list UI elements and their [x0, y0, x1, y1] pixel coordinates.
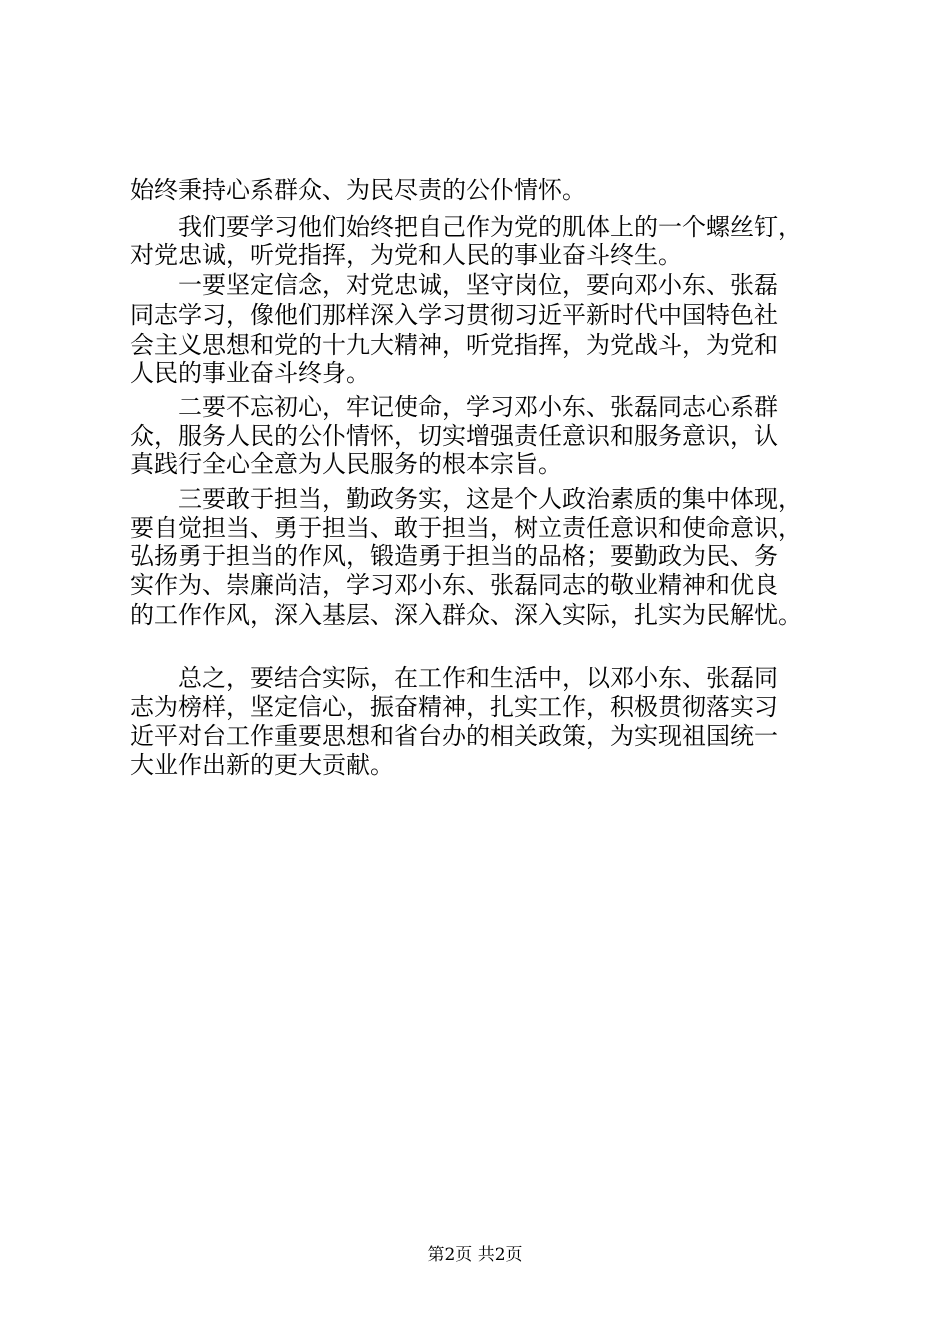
paragraph-line: 三要敢于担当，勤政务实，这是个人政治素质的集中体现，	[130, 485, 802, 513]
paragraph-line: 的工作作风，深入基层、深入群众、深入实际，扎实为民解忧。	[130, 601, 802, 629]
paragraph-line: 近平对台工作重要思想和省台办的相关政策，为实现祖国统一	[130, 722, 778, 750]
paragraph-line: 对党忠诚，听党指挥，为党和人民的事业奋斗终生。	[130, 241, 682, 269]
paragraph-line: 众，服务人民的公仆情怀，切实增强责任意识和服务意识，认	[130, 422, 778, 450]
paragraph-line: 要自觉担当、勇于担当、敢于担当，树立责任意识和使命意识，	[130, 514, 802, 542]
paragraph-line: 人民的事业奋斗终身。	[130, 359, 370, 387]
paragraph-line: 大业作出新的更大贡献。	[130, 751, 394, 779]
paragraph-line: 实作为、崇廉尚洁，学习邓小东、张磊同志的敬业精神和优良	[130, 571, 778, 599]
paragraph-line: 同志学习，像他们那样深入学习贯彻习近平新时代中国特色社	[130, 301, 778, 329]
paragraph-line: 总之，要结合实际，在工作和生活中，以邓小东、张磊同	[130, 664, 778, 692]
paragraph-line: 真践行全心全意为人民服务的根本宗旨。	[130, 450, 562, 478]
paragraph-line: 弘扬勇于担当的作风，锻造勇于担当的品格；要勤政为民、务	[130, 542, 778, 570]
paragraph-line: 志为榜样，坚定信心，振奋精神，扎实工作，积极贯彻落实习	[130, 693, 778, 721]
paragraph-line: 会主义思想和党的十九大精神，听党指挥，为党战斗，为党和	[130, 331, 778, 359]
paragraph-line: 我们要学习他们始终把自己作为党的肌体上的一个螺丝钉，	[130, 213, 802, 241]
paragraph-line: 始终秉持心系群众、为民尽责的公仆情怀。	[130, 176, 586, 204]
paragraph-line: 二要不忘初心，牢记使命，学习邓小东、张磊同志心系群	[130, 393, 778, 421]
page-number-footer: 第2页 共2页	[427, 1245, 523, 1265]
paragraph-line: 一要坚定信念，对党忠诚，坚守岗位，要向邓小东、张磊	[130, 271, 778, 299]
